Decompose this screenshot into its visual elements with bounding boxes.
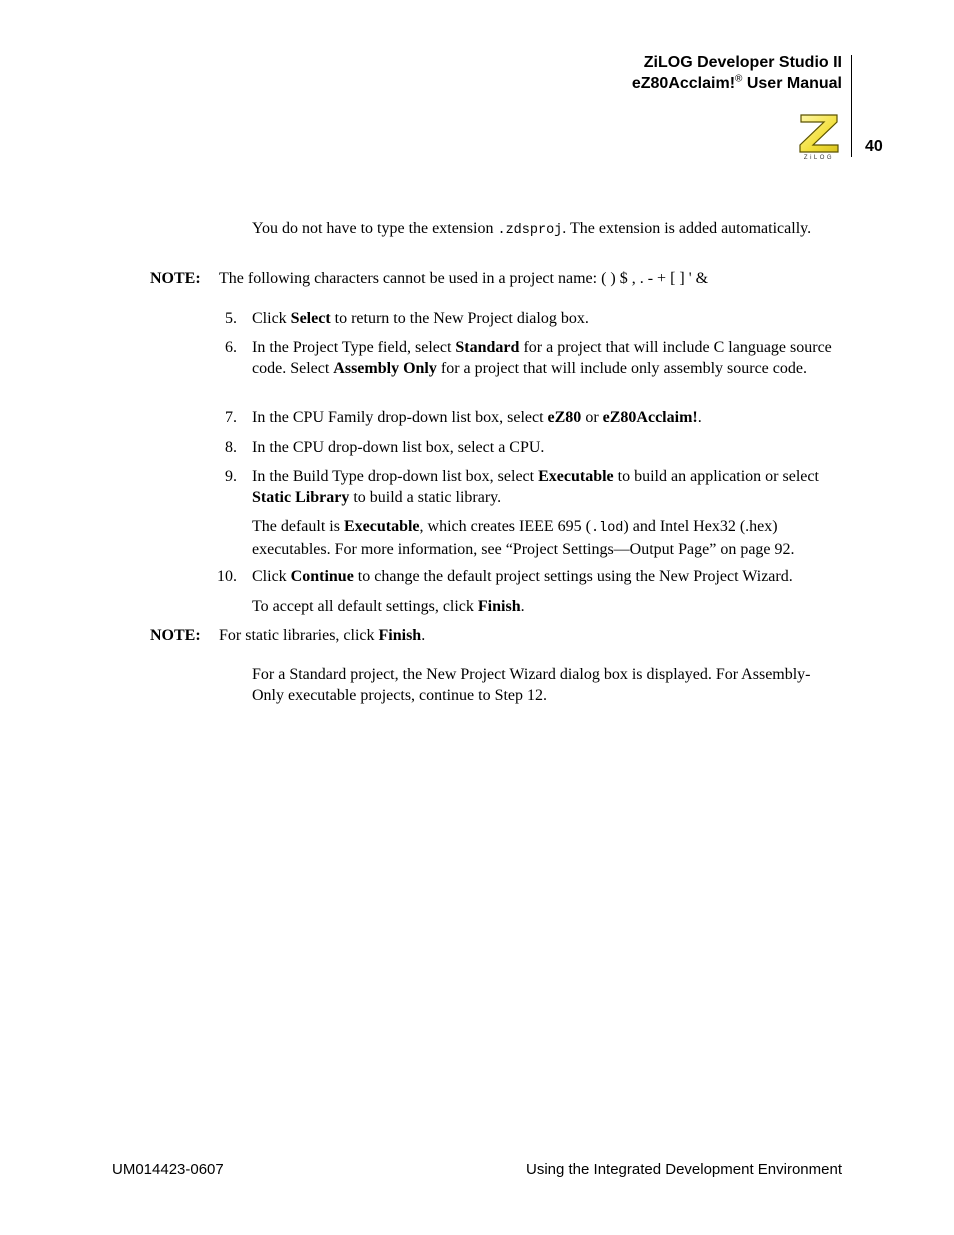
registered-mark: ® <box>735 73 743 85</box>
closing-paragraph: For a Standard project, the New Project Wizard dialog box is displayed. For Assembly-Only executable projects, continue to Step 12. <box>252 666 811 704</box>
step-number: 6. <box>225 339 237 356</box>
intro-paragraph: You do not have to type the extension .zdsproj. The extension is added automatically. <box>252 220 812 238</box>
note-text: For static libraries, click Finish. <box>219 627 426 644</box>
page-number: 40 <box>865 138 883 155</box>
step-text: In the CPU drop-down list box, select a CPU. <box>252 439 545 456</box>
running-header <box>632 52 842 94</box>
step-subparagraph: To accept all default settings, click Finish. <box>252 598 525 615</box>
header-divider <box>851 55 852 157</box>
footer-doc-id: UM014423-0607 <box>112 1161 224 1178</box>
step-subparagraph: The default is Executable, which creates IEEE 695 (.lod) and Intel Hex32 (.hex) executables. For more information, see “Project Settings—Output Page” on page 92. <box>252 518 795 558</box>
step-number: 8. <box>225 439 237 456</box>
note-text: The following characters cannot be used in a project name: ( ) $ , . - + [ ] ' & <box>219 270 709 287</box>
step-number: 10. <box>217 568 237 585</box>
note-label: NOTE: <box>150 627 201 644</box>
step-text: Click Select to return to the New Project dialog box. <box>252 310 589 327</box>
step-text: In the CPU Family drop-down list box, select eZ80 or eZ80Acclaim!. <box>252 409 702 426</box>
step-number: 5. <box>225 310 237 327</box>
step-text: In the Build Type drop-down list box, select Executable to build an application or select Static Library to build a static library. <box>252 468 819 506</box>
step-text: In the Project Type field, select Standard for a project that will include C language source code. Select Assembly Only for a project that will include only assembly source code. <box>252 339 832 377</box>
step-number: 7. <box>225 409 237 426</box>
step-text: Click Continue to change the default project settings using the New Project Wizard. <box>252 568 793 585</box>
step-number: 9. <box>225 468 237 485</box>
footer-section: Using the Integrated Development Environment <box>525 1161 842 1178</box>
note-label: NOTE: <box>150 270 201 287</box>
code-extension: .zdsproj <box>497 223 563 238</box>
logo-wordmark: ZiLOG <box>803 155 835 160</box>
code-extension: .lod <box>591 521 624 536</box>
manual-title-line1: ZiLOG Developer Studio II <box>643 54 842 71</box>
zilog-logo-icon <box>795 112 843 160</box>
manual-title-line2: eZ80Acclaim!® User Manual <box>631 73 842 92</box>
